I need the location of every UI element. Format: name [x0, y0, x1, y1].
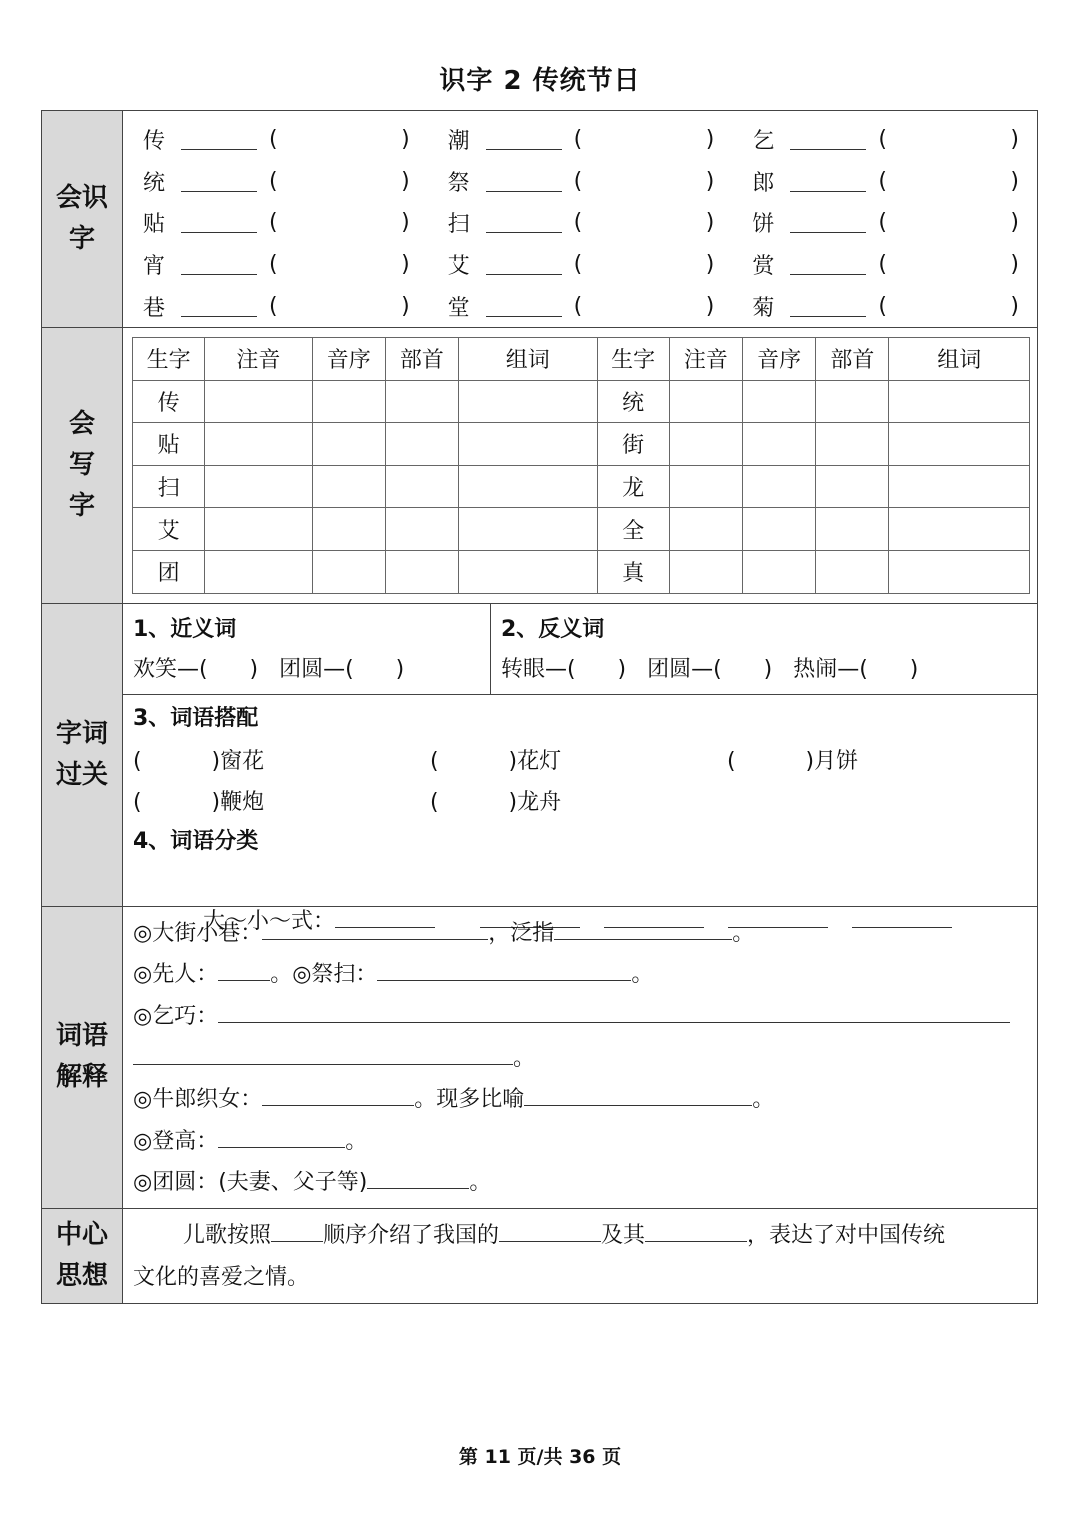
- recognize-char: 潮: [447, 129, 470, 155]
- write-header-cell: 音序: [312, 337, 385, 380]
- recognize-item[interactable]: [732, 291, 1037, 322]
- section-label-explain: 词语解释: [42, 906, 123, 1208]
- pinyin-blank[interactable]: [790, 129, 866, 150]
- theme-text[interactable]: 儿歌按照 顺序介绍了我国的 及其 ，表达了对中国传统 文化的喜爱之情。: [123, 1209, 1037, 1303]
- recognize-char: 祭: [447, 170, 470, 196]
- recognize-char: 艾: [447, 254, 470, 280]
- write-header-cell: 音序: [742, 337, 815, 380]
- pinyin-blank[interactable]: [790, 171, 866, 192]
- pinyin-blank[interactable]: [181, 212, 257, 233]
- write-answer-cell[interactable]: [889, 380, 1030, 423]
- word-blank[interactable]: ( ): [269, 252, 410, 278]
- definition-row[interactable]: ◎登高： 。: [133, 1121, 1027, 1163]
- recognize-char: 郎: [752, 170, 775, 196]
- recognize-section: [123, 111, 1038, 328]
- word-blank[interactable]: ( ): [269, 293, 410, 319]
- write-answer-cell[interactable]: [816, 380, 889, 423]
- definition-row[interactable]: ◎大街小巷： ，泛指 。: [133, 913, 1027, 955]
- recognize-item[interactable]: [428, 249, 733, 280]
- write-answer-cell[interactable]: [669, 423, 742, 466]
- pinyin-blank[interactable]: [486, 296, 562, 317]
- pinyin-blank[interactable]: [486, 171, 562, 192]
- write-answer-cell[interactable]: [459, 550, 597, 593]
- word-blank[interactable]: ( ): [573, 210, 715, 236]
- recognize-item[interactable]: [732, 249, 1037, 280]
- explain-section: [123, 906, 1038, 1208]
- pinyin-blank[interactable]: [790, 296, 866, 317]
- write-char-cell: 团: [133, 550, 205, 593]
- recognize-char: 扫: [447, 212, 470, 238]
- write-answer-cell[interactable]: [205, 550, 312, 593]
- page-footer: 第 11 页/共 36 页: [458, 1446, 622, 1468]
- word-blank[interactable]: ( ): [878, 127, 1020, 153]
- write-char-cell: 艾: [133, 508, 205, 551]
- definition-row[interactable]: ◎团圆：(夫妻、父子等) 。: [133, 1162, 1027, 1204]
- write-header-cell: 部首: [816, 337, 889, 380]
- word-blank[interactable]: ( ): [878, 168, 1020, 194]
- pinyin-blank[interactable]: [790, 212, 866, 233]
- write-answer-cell[interactable]: [889, 550, 1030, 593]
- section-label-recognize: 会识字: [42, 111, 123, 328]
- write-answer-cell[interactable]: [889, 423, 1030, 466]
- write-answer-cell[interactable]: [312, 423, 385, 466]
- write-answer-cell[interactable]: [669, 508, 742, 551]
- recognize-item[interactable]: [732, 207, 1037, 238]
- pinyin-blank[interactable]: [790, 254, 866, 275]
- recognize-char: 传: [143, 129, 166, 155]
- classify-line[interactable]: 大～小～式：: [133, 862, 1027, 902]
- recognize-char: 赏: [752, 254, 775, 280]
- write-answer-cell[interactable]: [459, 508, 597, 551]
- recognize-item[interactable]: [732, 124, 1037, 155]
- write-answer-cell[interactable]: [816, 550, 889, 593]
- word-blank[interactable]: ( ): [573, 252, 715, 278]
- write-answer-cell[interactable]: [669, 380, 742, 423]
- write-answer-cell[interactable]: [889, 508, 1030, 551]
- write-answer-cell[interactable]: [312, 380, 385, 423]
- recognize-char: 乞: [752, 129, 775, 155]
- section-label-theme: 中心思想: [42, 1208, 123, 1303]
- write-answer-cell[interactable]: [816, 423, 889, 466]
- definition-row[interactable]: ◎先人： 。◎祭扫： 。: [133, 954, 1027, 996]
- matching-item[interactable]: ( )龙舟: [430, 790, 562, 816]
- word-blank[interactable]: ( ): [878, 252, 1020, 278]
- write-char-cell: 贴: [133, 423, 205, 466]
- write-header-cell: 组词: [889, 337, 1030, 380]
- pinyin-blank[interactable]: [486, 212, 562, 233]
- write-char-cell: 真: [597, 550, 669, 593]
- recognize-char: 堂: [447, 295, 470, 321]
- recognize-item[interactable]: [428, 124, 733, 155]
- write-header-cell: 组词: [459, 337, 597, 380]
- word-blank[interactable]: ( ): [573, 293, 715, 319]
- write-char-cell: 传: [133, 380, 205, 423]
- write-answer-cell[interactable]: [312, 465, 385, 508]
- recognize-item[interactable]: [123, 166, 428, 197]
- recognize-row: [123, 202, 1037, 244]
- synonyms-heading: 1、近义词: [133, 616, 237, 642]
- write-answer-cell[interactable]: [385, 465, 458, 508]
- write-answer-cell[interactable]: [312, 508, 385, 551]
- pinyin-blank[interactable]: [486, 254, 562, 275]
- theme-section: [123, 1208, 1038, 1303]
- recognize-item[interactable]: [732, 166, 1037, 197]
- worksheet-table: [41, 110, 1038, 1304]
- write-answer-cell[interactable]: [669, 465, 742, 508]
- write-answer-cell[interactable]: [205, 380, 312, 423]
- definition-row[interactable]: ◎乞巧：: [133, 996, 1027, 1038]
- write-char-cell: 街: [597, 423, 669, 466]
- write-answer-cell[interactable]: [385, 508, 458, 551]
- write-header-cell: 部首: [385, 337, 458, 380]
- write-answer-cell[interactable]: [312, 550, 385, 593]
- write-char-cell: 扫: [133, 465, 205, 508]
- pinyin-blank[interactable]: [181, 129, 257, 150]
- word-blank[interactable]: ( ): [269, 210, 410, 236]
- word-blank[interactable]: ( ): [878, 210, 1020, 236]
- write-answer-cell[interactable]: [385, 550, 458, 593]
- definition-row[interactable]: 。: [133, 1038, 1027, 1080]
- antonyms-heading: 2、反义词: [501, 616, 605, 642]
- recognize-row: [123, 119, 1037, 161]
- synonyms-line[interactable]: 欢笑—( ) 团圆—( ): [133, 656, 405, 682]
- word-blank[interactable]: ( ): [269, 127, 410, 153]
- write-header-cell: 生字: [597, 337, 669, 380]
- recognize-row: [123, 244, 1037, 286]
- write-answer-cell[interactable]: [459, 380, 597, 423]
- recognize-item[interactable]: [428, 166, 733, 197]
- definition-row[interactable]: ◎牛郎织女： 。现多比喻 。: [133, 1079, 1027, 1121]
- write-answer-cell[interactable]: [459, 423, 597, 466]
- recognize-char: 巷: [143, 295, 166, 321]
- matching-item[interactable]: ( )月饼: [727, 748, 859, 774]
- write-answer-cell[interactable]: [742, 508, 815, 551]
- write-char-cell: 全: [597, 508, 669, 551]
- pinyin-blank[interactable]: [181, 171, 257, 192]
- write-header-cell: 生字: [133, 337, 205, 380]
- write-section: [123, 327, 1038, 603]
- recognize-char: 统: [143, 170, 166, 196]
- recognize-item[interactable]: [123, 124, 428, 155]
- matching-item[interactable]: ( )窗花: [133, 748, 265, 774]
- write-answer-cell[interactable]: [385, 423, 458, 466]
- write-answer-cell[interactable]: [742, 380, 815, 423]
- pinyin-blank[interactable]: [181, 296, 257, 317]
- word-blank[interactable]: ( ): [878, 293, 1020, 319]
- write-answer-cell[interactable]: [205, 508, 312, 551]
- write-char-cell: 统: [597, 380, 669, 423]
- antonyms-line[interactable]: 转眼—( ) 团圆—( ) 热闹—( ): [501, 656, 919, 682]
- word-blank[interactable]: ( ): [573, 127, 715, 153]
- write-char-cell: 龙: [597, 465, 669, 508]
- section-label-words: 字词过关: [42, 603, 123, 906]
- matching-item[interactable]: ( )鞭炮: [133, 790, 265, 816]
- write-header-cell: 注音: [669, 337, 742, 380]
- write-answer-cell[interactable]: [669, 550, 742, 593]
- recognize-item[interactable]: [123, 291, 428, 322]
- write-answer-cell[interactable]: [205, 423, 312, 466]
- recognize-item[interactable]: [123, 249, 428, 280]
- recognize-char: 菊: [752, 295, 775, 321]
- write-table: [132, 337, 1030, 594]
- recognize-row: [123, 161, 1037, 203]
- recognize-char: 贴: [143, 212, 166, 238]
- pinyin-blank[interactable]: [181, 254, 257, 275]
- recognize-item[interactable]: [428, 291, 733, 322]
- recognize-item[interactable]: [428, 207, 733, 238]
- write-answer-cell[interactable]: [742, 465, 815, 508]
- recognize-char: 宵: [143, 254, 166, 280]
- page-title: 识字 2 传统节日: [439, 66, 641, 96]
- write-answer-cell[interactable]: [205, 465, 312, 508]
- recognize-item[interactable]: [123, 207, 428, 238]
- write-answer-cell[interactable]: [742, 423, 815, 466]
- word-blank[interactable]: ( ): [269, 168, 410, 194]
- classify-heading: 4、词语分类: [133, 828, 259, 854]
- write-answer-cell[interactable]: [742, 550, 815, 593]
- write-answer-cell[interactable]: [889, 465, 1030, 508]
- write-header-cell: 注音: [205, 337, 312, 380]
- recognize-char: 饼: [752, 212, 775, 238]
- section-label-write: 会写字: [42, 327, 123, 603]
- matching-heading: 3、词语搭配: [133, 705, 259, 731]
- recognize-row: [123, 285, 1037, 327]
- pinyin-blank[interactable]: [486, 129, 562, 150]
- write-answer-cell[interactable]: [459, 465, 597, 508]
- write-answer-cell[interactable]: [816, 508, 889, 551]
- write-answer-cell[interactable]: [816, 465, 889, 508]
- word-blank[interactable]: ( ): [573, 168, 715, 194]
- matching-item[interactable]: ( )花灯: [430, 748, 562, 774]
- write-answer-cell[interactable]: [385, 380, 458, 423]
